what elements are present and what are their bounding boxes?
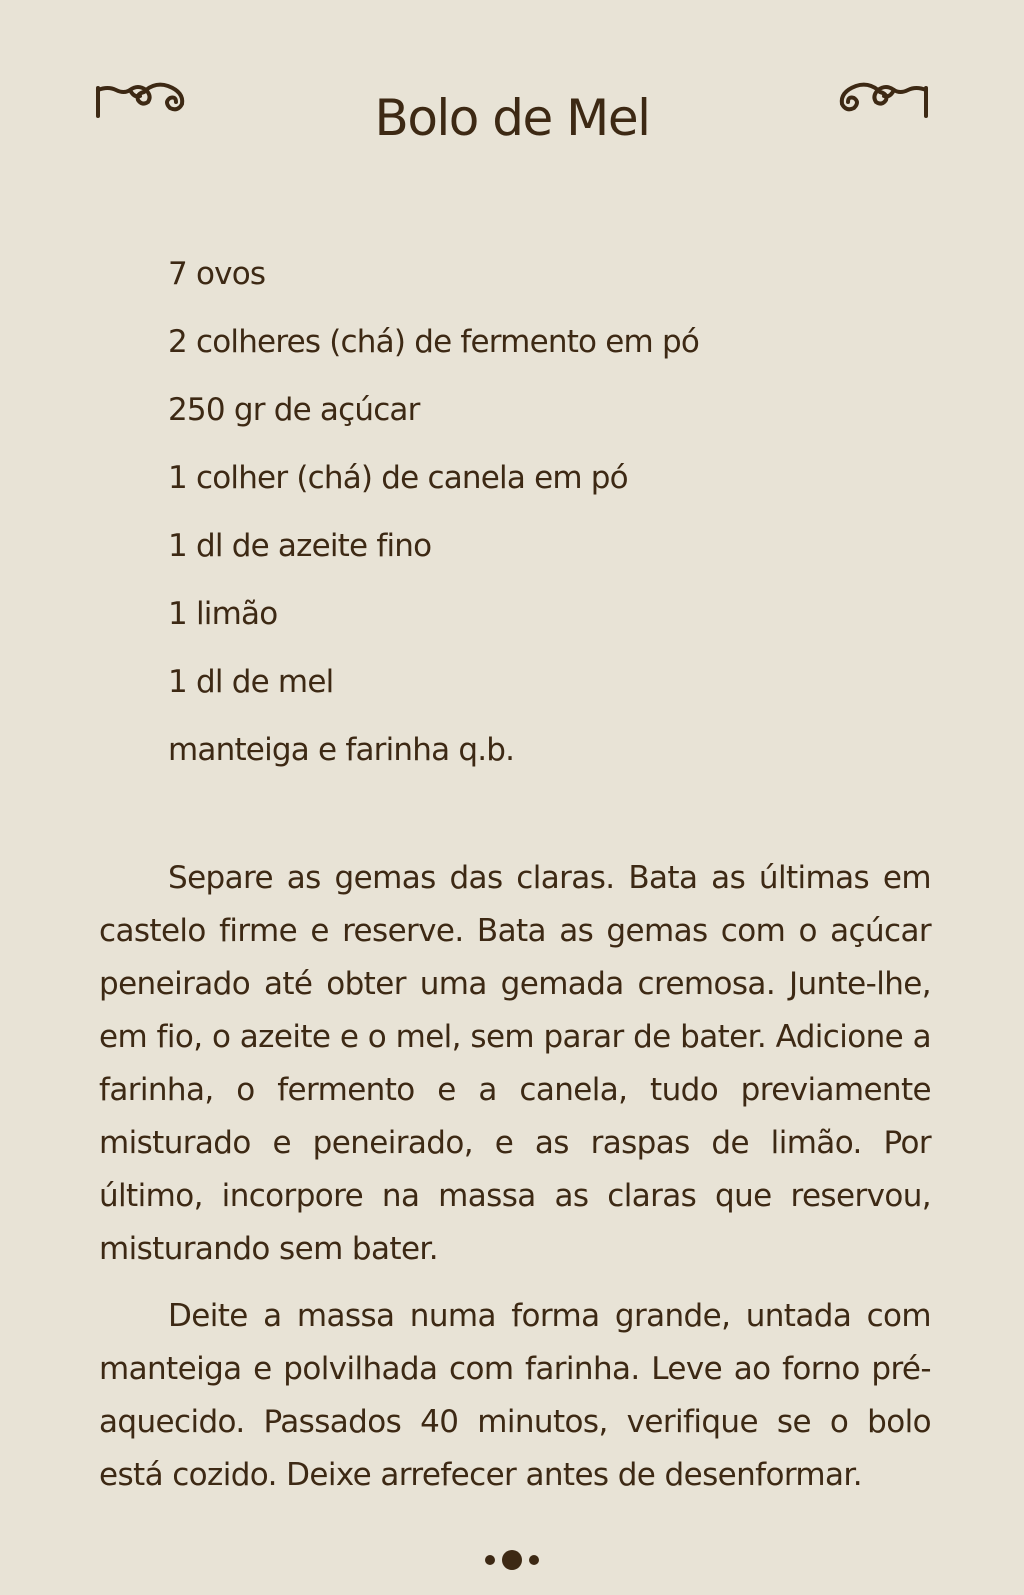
ingredient-item: 1 limão (168, 596, 278, 632)
method-section (99, 852, 931, 1516)
ingredient-item: 1 colher (chá) de canela em pó (168, 460, 628, 496)
page-dot[interactable] (529, 1555, 539, 1565)
ingredient-item: 2 colheres (chá) de fermento em pó (168, 324, 700, 360)
page-indicator[interactable] (0, 1550, 1024, 1570)
ingredient-item: 1 dl de azeite fino (168, 528, 432, 564)
ingredient-item: 7 ovos (168, 256, 266, 292)
ingredient-item: 1 dl de mel (168, 664, 334, 700)
method-paragraph: Separe as gemas das claras. Bata as últimas em castelo firme e reserve. Bata as gemas com o açúcar peneirado até obter uma gemada cremosa. Junte-lhe, em fio, o azeite e o mel, sem parar de bater. Adicione a farinha, o fermento e a canela, tudo previamente misturado e peneirado, e as raspas de limão. Por último, incorpore na massa as claras que reservou, misturando sem bater. (99, 860, 931, 1267)
ingredient-list (168, 240, 699, 784)
ingredient-item: 250 gr de açúcar (168, 392, 420, 428)
recipe-title: Bolo de Mel (374, 89, 650, 147)
method-paragraph: Deite a massa numa forma grande, untada com manteiga e polvilhada com farinha. Leve ao forno pré-aquecido. Passados 40 minutos, verifique se o bolo está cozido. Deixe arrefecer antes de desenformar. (99, 1298, 931, 1493)
ingredient-item: manteiga e farinha q.b. (168, 732, 515, 768)
right-swirl-ornament-icon (826, 76, 930, 124)
page-dot[interactable] (485, 1555, 495, 1565)
page-dot-active[interactable] (502, 1550, 522, 1570)
